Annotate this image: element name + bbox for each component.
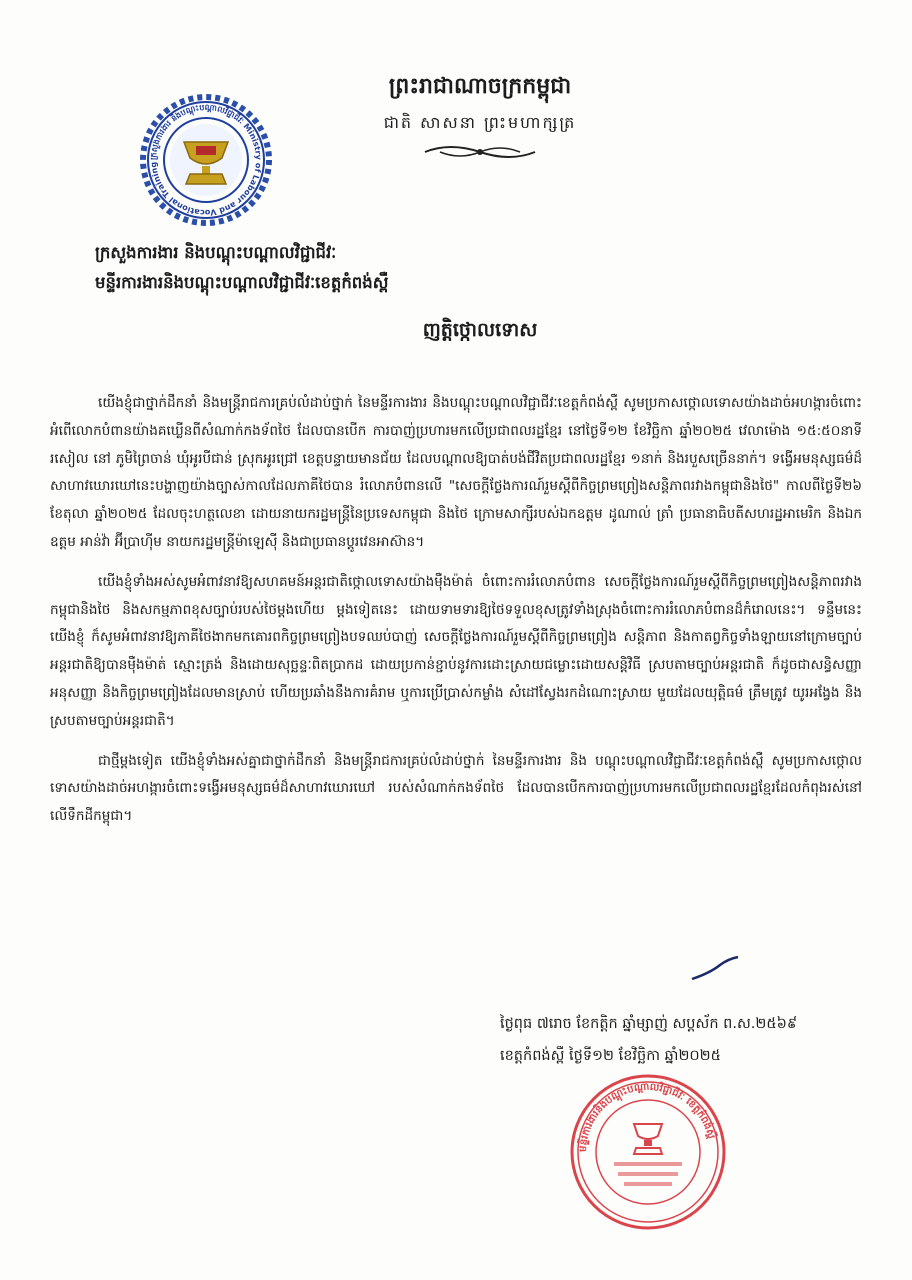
cup-icon — [170, 124, 242, 196]
ministry-name: ក្រសួងការងារ និងបណ្តុះបណ្តាលវិជ្ជាជីវៈ — [95, 243, 337, 262]
lunar-date: ថ្ងៃពុធ ៧រោច ខែកត្តិក ឆ្នាំម្សាញ់ សប្តស័ក ព.ស.២៥៦៩ — [500, 1016, 798, 1032]
kingdom-title: ព្រះរាជាណាចក្រកម្ពុជា — [388, 73, 572, 99]
official-seal-stamp — [568, 1072, 728, 1232]
logo-ring-text: ក្រសួងការងារ និងបណ្តុះបណ្តាលវិជ្ជាជីវៈ Ministry of Labour and Vocational Training — [148, 102, 264, 218]
document-body — [50, 390, 862, 843]
department-name: មន្ទីរការងារនិងបណ្តុះបណ្តាលវិជ្ជាជីវៈខេត្តកំពង់ស្ពឺ — [95, 273, 389, 292]
seal-ring-text: មន្ទីរការងារនិងបណ្តុះបណ្តាលវិជ្ជាជីវៈ ខេត្តកំពង់ស្ពឺ — [577, 1081, 717, 1153]
body-paragraph-1: យើងខ្ញុំជាថ្នាក់ដឹកនាំ និងមន្ត្រីរាជការគ្រប់លំដាប់ថ្នាក់ នៃមន្ទីរការងារ និងបណ្តុះបណ្តាលវិជ្ជាជីវៈខេត្តកំពង់ស្ពឺ សូមប្រកាសថ្កោលទោសយ៉ាងដាច់អហង្ការចំពោះអំពើលោកបំពានយ៉ាងគឃ្លើនពីសំណាក់កងទ័ពថៃ ដែលបានបើក ការបាញ់ប្រហារមកលើប្រជាពលរដ្ឋខ្មែរ នៅថ្ងៃទី១២ ខែវិច្ឆិកា ឆ្នាំ២០២៥ វេលាម៉ោង ១៥:៥០នាទីរសៀល នៅ ភូមិព្រៃចាន់ ឃុំអូរបីជាន់ ស្រុកអូរជ្រៅ ខេត្តបន្ទាយមានជ័យ ដែលបណ្តាលឱ្យបាត់បង់ជីវិតប្រជាពលរដ្ឋខ្មែរ ១នាក់ និងរបួសច្រើននាក់។ ទង្វើអមនុស្សធម៌ដ៏សាហាវឃោរឃៅនេះបង្ហាញយ៉ាងច្បាស់កាលដែលភាគីថៃបាន រំលោភបំពានលើ "សេចក្តីថ្លែងការណ៍រួមស្តីពីកិច្ចព្រមព្រៀងសន្តិភាពរវាងកម្ពុជានិងថៃ" កាលពីថ្ងៃទី២៦ ខែតុលា ឆ្នាំ២០២៥ ដែលចុះហត្ថលេខា ដោយនាយករដ្ឋមន្ត្រីនៃប្រទេសកម្ពុជា និងថៃ ក្រោមសាក្សីរបស់ឯកឧត្តម ដូណាល់ ត្រាំ ប្រធានាធិបតីសហរដ្ឋអាមេរិក និងឯកឧត្តម អាន់វ៉ា អ៊ីប្រាហ៊ីម នាយករដ្ឋមន្ត្រីម៉ាឡេស៊ី និងជាប្រធានប្តូរវេនអាស៊ាន។ — [50, 395, 862, 550]
body-paragraph-2: យើងខ្ញុំទាំងអស់សូមអំពាវនាវឱ្យសហគមន៍អន្តរជាតិថ្កោលទោសយ៉ាងម៉ឺងម៉ាត់ ចំពោះការរំលោភបំពាន សេចក្តីថ្លែងការណ៍រួមស្តីពីកិច្ចព្រមព្រៀងសន្តិភាពរវាងកម្ពុជានិងថៃ និងសកម្មភាពខុសច្បាប់របស់ថៃម្តងហើយ ម្តងទៀតនេះ ដោយទាមទារឱ្យថៃទទួលខុសត្រូវទាំងស្រុងចំពោះការរំលោភបំពានដ៏កំរោលនេះ។ ទន្ទឹមនេះ យើងខ្ញុំ ក៏សូមអំពាវនាវឱ្យភាគីថៃងាកមកគោរពកិច្ចព្រមព្រៀងបទឈប់បាញ់ សេចក្តីថ្លែងការណ៍រួមស្តីពីកិច្ចព្រមព្រៀង សន្តិភាព និងកាតព្វកិច្ចទាំងឡាយនៅក្រោមច្បាប់អន្តរជាតិឱ្យបានម៉ឺងម៉ាត់ ស្មោះត្រង់ និងដោយសុច្ឆន្ទៈពិតប្រាកដ ដោយប្រកាន់ខ្ជាប់នូវការដោះស្រាយជម្លោះដោយសន្តិវិធី ស្របតាមច្បាប់អន្តរជាតិ ក៏ដូចជាសន្ធិសញ្ញា អនុសញ្ញា និងកិច្ចព្រមព្រៀងដែលមានស្រាប់ ហើយប្រឆាំងនឹងការគំរាម ឬការប្រើប្រាស់កម្លាំង សំដៅស្វែងរកដំណោះស្រាយ មួយដែលយុត្តិធម៌ ត្រឹមត្រូវ យូរអង្វែង និងស្របតាមច្បាប់អន្តរជាតិ។ — [50, 573, 862, 729]
document-title: ញត្តិថ្កោលទោស — [422, 319, 538, 341]
seal-emblem-icon — [634, 1124, 662, 1154]
solar-date: ខេត្តកំពង់ស្ពឺ ថ្ងៃទី១២ ខែវិច្ឆិកា ឆ្នាំ២០២៥ — [500, 1048, 721, 1064]
date-block — [500, 1008, 860, 1072]
pen-stroke-mark — [690, 955, 740, 985]
ministry-logo — [138, 92, 274, 228]
decorative-ornament-icon — [420, 140, 540, 164]
issuing-agency — [95, 238, 655, 298]
national-motto: ជាតិ សាសនា ព្រះមហាក្សត្រ — [383, 113, 577, 132]
body-paragraph-3: ជាថ្មីម្តងទៀត យើងខ្ញុំទាំងអស់គ្នាជាថ្នាក់ដឹកនាំ និងមន្ត្រីរាជការគ្រប់លំដាប់ថ្នាក់ នៃមន្ទីរការងារ និង បណ្តុះបណ្តាលវិជ្ជាជីវៈខេត្តកំពង់ស្ពឺ សូមប្រកាសថ្កោលទោសយ៉ាងដាច់អហង្ការចំពោះទង្វើអមនុស្សធម៌ដ៏សាហាវឃោរឃៅ របស់សំណាក់កងទ័ពថៃ ដែលបានបើកការបាញ់ប្រហារមកលើប្រជាពលរដ្ឋខ្មែរដែលកំពុងរស់នៅលើទឹកដីកម្ពុជា។ — [50, 752, 862, 825]
